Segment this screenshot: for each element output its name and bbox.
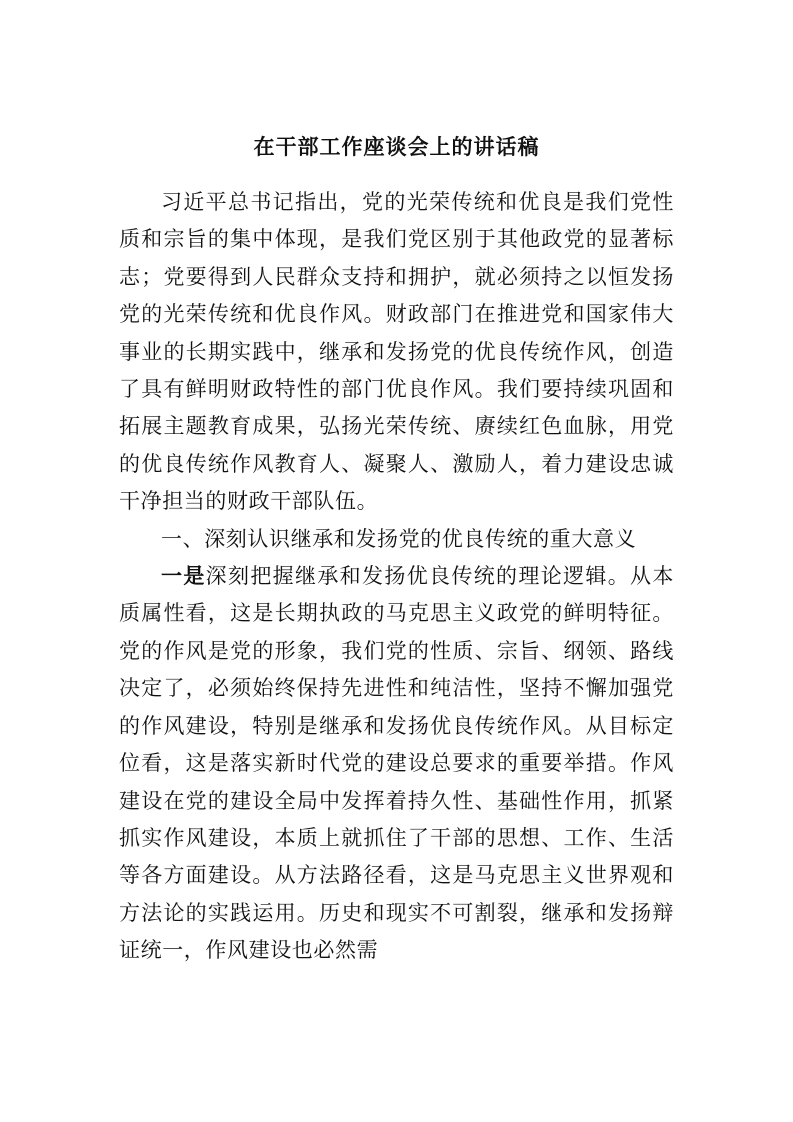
paragraph-point-1: [119, 558, 674, 969]
document-body: [119, 184, 674, 970]
section-heading-1-text: 一、深刻认识继承和发扬党的优良传统的重大意义: [161, 526, 637, 551]
paragraph-point-1-text: 深刻把握继承和发扬优良传统的理论逻辑。从本质属性看，这是长期执政的马克思主义政党的鲜明特征。党的作风是党的形象，我们党的性质、宗旨、纲领、路线决定了，必须始终保持先进性和纯洁性，坚持不懈加强党的作风建设，特别是继承和发扬优良传统作风。从目标定位看，这是落实新时代党的建设总要求的重要举措。作风建设在党的建设全局中发挥着持久性、基础性作用，抓紧抓实作风建设，本质上就抓住了干部的思想、工作、生活等各方面建设。从方法路径看，这是马克思主义世界观和方法论的实践运用。历史和现实不可割裂，继承和发扬辩证统一，作风建设也必然需: [119, 564, 674, 963]
paragraph-intro-text: 习近平总书记指出，党的光荣传统和优良是我们党性质和宗旨的集中体现，是我们党区别于其他政党的显著标志；党要得到人民群众支持和拥护，就必须持之以恒发扬党的光荣传统和优良作风。财政部门在推进党和国家伟大事业的长期实践中，继承和发扬党的优良传统作风，创造了具有鲜明财政特性的部门优良作风。我们要持续巩固和拓展主题教育成果，弘扬光荣传统、赓续红色血脉，用党的优良传统作风教育人、凝聚人、激励人，着力建设忠诚干净担当的财政干部队伍。: [119, 190, 674, 514]
document-title: 在干部工作座谈会上的讲话稿: [253, 135, 540, 159]
paragraph-intro: [119, 184, 674, 521]
section-heading-1: [119, 521, 674, 558]
point-lead-label: 一是: [161, 564, 206, 589]
